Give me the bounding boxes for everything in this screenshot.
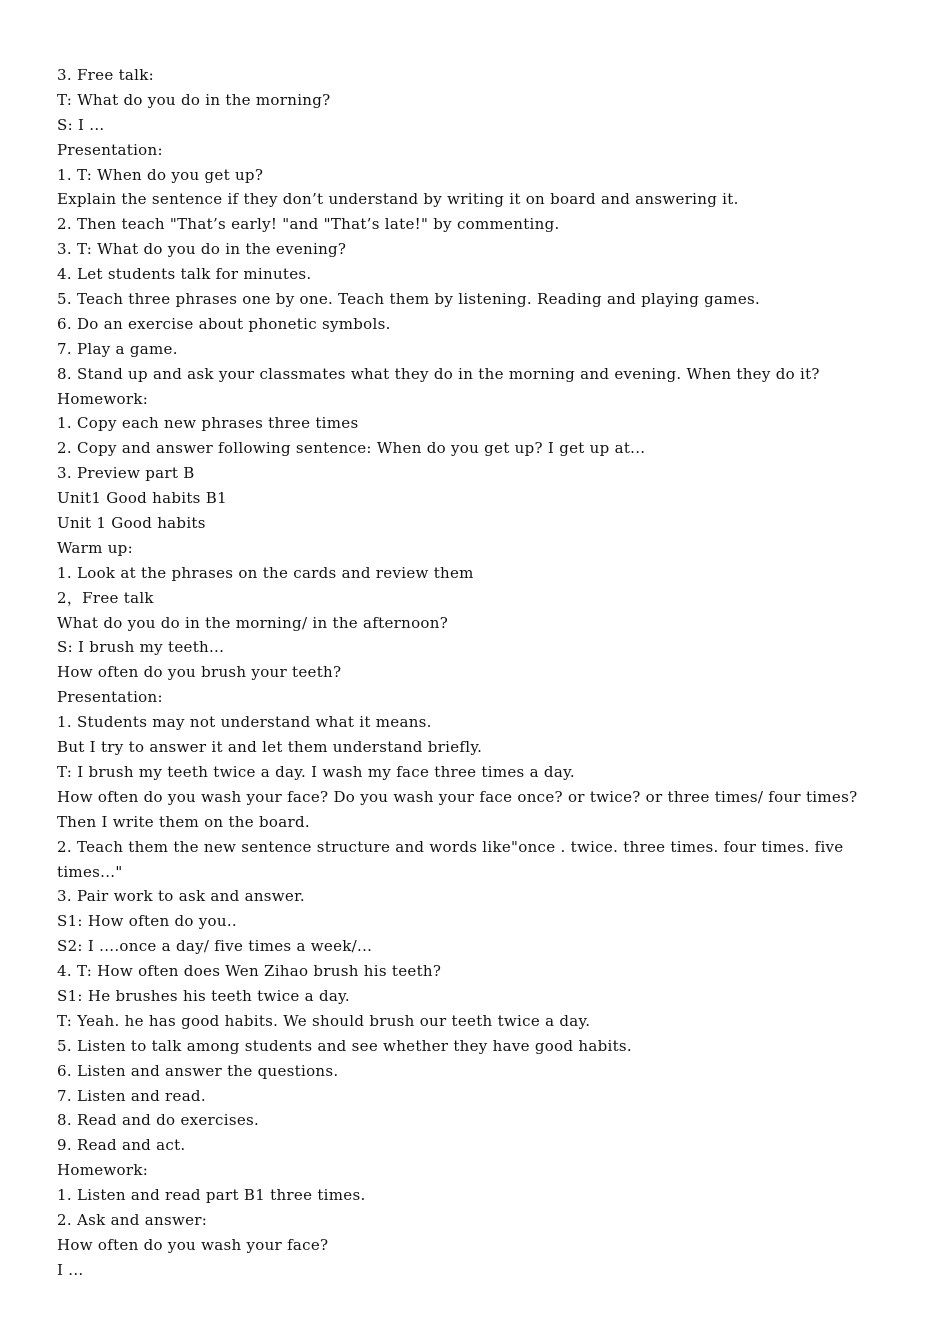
text-line: 1. Copy each new phrases three times	[57, 414, 359, 433]
text-line: How often do you brush your teeth?	[57, 663, 342, 682]
text-line: 1. T: When do you get up?	[57, 165, 264, 184]
text-line: What do you do in the morning/ in the afternoon?	[57, 613, 449, 632]
text-line: 4. T: How often does Wen Zihao brush his teeth?	[57, 962, 442, 981]
text-line: 2，Free talk	[57, 588, 154, 607]
text-line: S: I brush my teeth...	[57, 638, 225, 657]
document-page	[57, 63, 907, 1283]
text-line: 5. Teach three phrases one by one. Teach them by listening. Reading and playing games.	[57, 290, 761, 309]
text-line: 2. Ask and answer:	[57, 1210, 208, 1229]
text-line: 7. Listen and read.	[57, 1086, 206, 1105]
text-line: 2. Teach them the new sentence structure and words like"once . twice. three times. four times. five	[57, 837, 844, 856]
text-line: Then I write them on the board.	[57, 812, 310, 831]
text-line: 3. Preview part B	[57, 464, 195, 483]
text-line: 4. Let students talk for minutes.	[57, 265, 312, 284]
text-line: 1. Listen and read part B1 three times.	[57, 1186, 366, 1205]
text-line: 9. Read and act.	[57, 1136, 186, 1155]
text-line: 8. Stand up and ask your classmates what they do in the morning and evening. When they do it?	[57, 364, 820, 383]
text-line: 7. Play a game.	[57, 339, 178, 358]
text-line: 1. Look at the phrases on the cards and review them	[57, 563, 474, 582]
text-line: Warm up:	[57, 538, 133, 557]
text-line: 8. Read and do exercises.	[57, 1111, 260, 1130]
text-line: 2. Then teach "That’s early! "and "That’s late!" by commenting.	[57, 215, 560, 234]
text-line: Unit 1 Good habits	[57, 514, 206, 533]
text-line: How often do you wash your face? Do you wash your face once? or twice? or three times/ four times?	[57, 787, 858, 806]
text-line: T: Yeah. he has good habits. We should brush our teeth twice a day.	[57, 1011, 591, 1030]
text-line: Homework:	[57, 389, 149, 408]
text-line: I ...	[57, 1260, 84, 1279]
text-line: Homework:	[57, 1161, 149, 1180]
text-line: Unit1 Good habits B1	[57, 489, 227, 508]
text-line: 6. Do an exercise about phonetic symbols.	[57, 314, 391, 333]
text-line: S1: He brushes his teeth twice a day.	[57, 986, 350, 1005]
text-line: How often do you wash your face?	[57, 1235, 329, 1254]
text-line: Explain the sentence if they don’t understand by writing it on board and answering it.	[57, 190, 739, 209]
text-line: T: I brush my teeth twice a day. I wash my face three times a day.	[57, 762, 575, 781]
text-line: 2. Copy and answer following sentence: When do you get up? I get up at...	[57, 439, 646, 458]
text-line: 1. Students may not understand what it means.	[57, 713, 432, 732]
text-line: 6. Listen and answer the questions.	[57, 1061, 339, 1080]
text-line: 3. T: What do you do in the evening?	[57, 240, 347, 259]
text-line: 3. Free talk:	[57, 66, 154, 84]
text-line: Presentation:	[57, 140, 163, 159]
text-line: But I try to answer it and let them understand briefly.	[57, 738, 483, 757]
text-line: S1: How often do you..	[57, 912, 237, 931]
text-line: times..."	[57, 862, 123, 881]
text-line: S: I ...	[57, 115, 105, 134]
text-line: S2: I ....once a day/ five times a week/...	[57, 937, 373, 956]
text-line: 5. Listen to talk among students and see whether they have good habits.	[57, 1036, 633, 1055]
text-line: T: What do you do in the morning?	[57, 90, 331, 109]
text-line: 3. Pair work to ask and answer.	[57, 887, 305, 906]
text-line: Presentation:	[57, 688, 163, 707]
